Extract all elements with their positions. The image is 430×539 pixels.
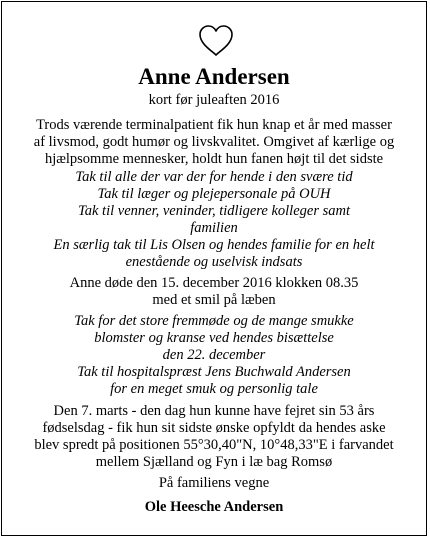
thanks-line: blomster og kranse ved hendes bisættelse [94,330,334,346]
thanks-line: Tak til venner, veninder, tidligere kolleger samt [78,203,350,219]
death-paragraph [6,275,422,309]
signoff-block [6,475,422,492]
thanks-line: for en meget smuk og personlig tale [110,381,318,397]
signature: Ole Heesche Andersen [144,499,284,515]
deceased-name: Anne Andersen [138,64,290,89]
death-line: Anne døde den 15. december 2016 klokken 08.35 [69,275,359,291]
thanks-paragraph-2 [6,313,422,398]
signature-block [6,499,422,516]
intro-line: Trods værende terminalpatient fik hun knap et år med masser [36,117,392,133]
ash-line: blev spredt på positionen 55°30,40"N, 10°48,33"E i farvandet [34,437,394,453]
signoff: På familiens vegne [158,475,270,491]
thanks-line: Tak til læger og plejepersonale på OUH [97,186,331,202]
thanks-line: den 22. december [162,347,266,363]
thanks-line: Tak for det store fremmøde og de mange smukke [74,313,354,329]
thanks-paragraph-1 [6,169,422,271]
ash-line: Den 7. marts - den dag hun kunne have fejret sin 53 års [53,403,375,419]
subtitle: kort før juleaften 2016 [148,92,280,108]
thanks-line: En særlig tak til Lis Olsen og hendes familie for en helt [53,237,375,253]
heart-outline-icon [198,24,234,58]
ash-line: fødselsdag - fik hun sit sidste ønske opfyldt da hendes aske [42,420,386,436]
death-line: med et smil på læben [152,292,276,308]
thanks-line: familien [190,220,238,236]
subtitle-block [6,92,422,109]
ash-line: mellem Sjælland og Fyn i læ bag Romsø [95,454,333,470]
thanks-line: Tak til alle der var der for hende i den svære tid [75,169,353,185]
thanks-line: enestående og uselvisk indsats [125,254,303,270]
obituary-notice [1,1,427,536]
intro-line: af livsmod, godt humør og livskvalitet. Omgivet af kærlige og [33,134,395,150]
intro-line: hjælpsomme mennesker, holdt hun fanen højt til det sidste [44,151,384,167]
thanks-line: Tak til hospitalspræst Jens Buchwald Andersen [77,364,351,380]
intro-paragraph [6,117,422,168]
ash-scattering-paragraph [6,403,422,471]
